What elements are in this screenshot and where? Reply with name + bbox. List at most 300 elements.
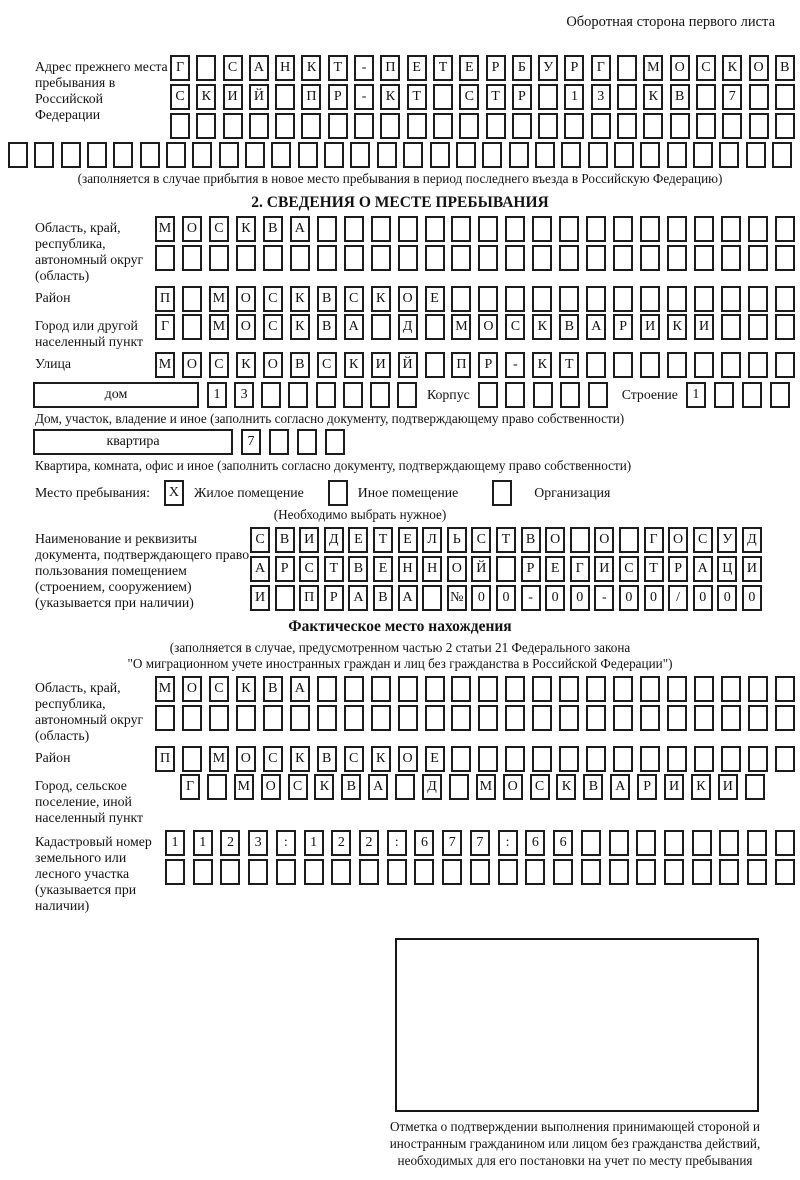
char-box (8, 142, 28, 168)
char-box: О (545, 527, 565, 553)
char-box (721, 286, 741, 312)
char-box: О (668, 527, 688, 553)
char-box (559, 705, 579, 731)
char-box: В (263, 216, 283, 242)
apartment-number-boxes (241, 429, 345, 455)
char-box (155, 245, 175, 271)
char-box: Е (545, 556, 565, 582)
char-box: А (398, 585, 418, 611)
char-box (380, 113, 400, 139)
char-box: К (556, 774, 576, 800)
char-box (614, 142, 634, 168)
char-box: И (223, 84, 243, 110)
char-box: О (478, 314, 498, 340)
char-box (696, 84, 716, 110)
char-box (721, 746, 741, 772)
actual-location-title: Фактическое место нахождения (288, 618, 512, 635)
confirmation-stamp-caption: Отметка о подтверждении выполнения принимающей стороной и иностранным гражданином или лицом без гражданства действий, необходимых для его постановки на учет по месту пребывания (389, 1119, 761, 1168)
char-box (451, 216, 471, 242)
char-box (377, 142, 397, 168)
char-box: К (380, 84, 400, 110)
char-box (586, 746, 606, 772)
char-box: С (250, 527, 270, 553)
street-boxes (155, 352, 795, 378)
char-box: - (354, 84, 374, 110)
char-box (196, 55, 216, 81)
char-box (182, 746, 202, 772)
stroenie-boxes (686, 382, 790, 408)
char-box (694, 705, 714, 731)
char-box (532, 676, 552, 702)
char-box (559, 746, 579, 772)
char-box (772, 142, 792, 168)
char-box: К (196, 84, 216, 110)
char-box (721, 352, 741, 378)
cadastral-row-1 (165, 830, 795, 856)
char-box: А (368, 774, 388, 800)
char-box: П (301, 84, 321, 110)
char-box (532, 705, 552, 731)
stay-option-other-checkbox (328, 480, 348, 506)
prev-address-note: (заполняется в случае прибытия в новое место пребывания в период последнего въезда в Российскую Федерацию) (77, 171, 723, 186)
char-box (317, 705, 337, 731)
actual-city-boxes (180, 774, 765, 800)
char-box (538, 84, 558, 110)
char-box (113, 142, 133, 168)
char-box: А (250, 556, 270, 582)
char-box: Д (422, 774, 442, 800)
char-box (249, 113, 269, 139)
stay-type-note: (Необходимо выбрать нужное) (273, 507, 447, 522)
char-box (640, 216, 660, 242)
char-box: И (718, 774, 738, 800)
char-box (721, 216, 741, 242)
char-box (667, 352, 687, 378)
char-box (505, 216, 525, 242)
char-box (617, 55, 637, 81)
char-box: Р (478, 352, 498, 378)
char-box (140, 142, 160, 168)
char-box (271, 142, 291, 168)
char-box (290, 245, 310, 271)
district-boxes (155, 286, 795, 312)
char-box: Ь (447, 527, 467, 553)
char-box (470, 859, 490, 885)
char-box (747, 859, 767, 885)
char-box: М (155, 216, 175, 242)
char-box: И (250, 585, 270, 611)
char-box (182, 245, 202, 271)
char-box (433, 113, 453, 139)
document-row-1 (250, 527, 762, 553)
char-box: В (559, 314, 579, 340)
char-box: С (471, 527, 491, 553)
char-box: К (532, 352, 552, 378)
char-box (182, 314, 202, 340)
char-box: М (155, 676, 175, 702)
char-box: Р (668, 556, 688, 582)
char-box (617, 113, 637, 139)
char-box (694, 676, 714, 702)
char-box: Е (459, 55, 479, 81)
stay-option-other-label: Иное помещение (357, 485, 459, 500)
char-box (586, 245, 606, 271)
char-box (748, 314, 768, 340)
char-box (613, 705, 633, 731)
char-box: О (182, 216, 202, 242)
char-box: К (371, 746, 391, 772)
char-box (775, 859, 795, 885)
char-box (609, 859, 629, 885)
cadastral-label: Кадастровый номер земельного или лесного участка (указывается при наличии) (35, 834, 152, 913)
char-box: О (670, 55, 690, 81)
char-box (371, 216, 391, 242)
char-box (275, 113, 295, 139)
char-box: К (691, 774, 711, 800)
char-box (301, 113, 321, 139)
char-box: : (387, 830, 407, 856)
char-box (775, 352, 795, 378)
char-box (505, 382, 525, 408)
char-box (694, 286, 714, 312)
char-box: С (619, 556, 639, 582)
char-box (407, 113, 427, 139)
region-rows (155, 216, 795, 271)
char-box (492, 480, 512, 506)
char-box: С (344, 286, 364, 312)
char-box: 7 (470, 830, 490, 856)
char-box (398, 216, 418, 242)
char-box: Е (425, 286, 445, 312)
char-box (533, 382, 553, 408)
char-box: 1 (193, 830, 213, 856)
house-note: Дом, участок, владение и иное (заполнить согласно документу, подтверждающему право собственности) (35, 411, 625, 426)
char-box: О (503, 774, 523, 800)
char-box (694, 352, 714, 378)
char-box (403, 142, 423, 168)
char-box (459, 113, 479, 139)
char-box (667, 705, 687, 731)
char-box: К (301, 55, 321, 81)
char-box: Т (559, 352, 579, 378)
char-box: И (371, 352, 391, 378)
char-box: Г (644, 527, 664, 553)
char-box: Р (324, 585, 344, 611)
char-box (775, 705, 795, 731)
char-box: Г (170, 55, 190, 81)
region-row (35, 216, 800, 284)
char-box (331, 859, 351, 885)
char-box: П (380, 55, 400, 81)
char-box (640, 245, 660, 271)
char-box (581, 859, 601, 885)
char-box (664, 830, 684, 856)
char-box (505, 245, 525, 271)
char-box: Т (407, 84, 427, 110)
char-box: С (459, 84, 479, 110)
char-box: Ц (717, 556, 737, 582)
char-box: С (209, 216, 229, 242)
char-box: Г (155, 314, 175, 340)
char-box: К (371, 286, 391, 312)
actual-location-note-1: (заполняется в случае, предусмотренном частью 2 статьи 21 Федерального закона (169, 640, 631, 655)
char-box (570, 527, 590, 553)
prev-address-rows (170, 55, 795, 139)
char-box: К (290, 314, 310, 340)
char-box: - (505, 352, 525, 378)
prev-address-row-2 (170, 84, 795, 110)
actual-region-rows (155, 676, 795, 731)
char-box (525, 859, 545, 885)
char-box (747, 830, 767, 856)
document-row-3 (250, 585, 762, 611)
char-box (636, 830, 656, 856)
char-box (505, 746, 525, 772)
char-box: 7 (241, 429, 261, 455)
char-box (535, 142, 555, 168)
char-box (442, 859, 462, 885)
char-box (220, 859, 240, 885)
char-box: С (209, 676, 229, 702)
char-box (609, 830, 629, 856)
char-box (236, 245, 256, 271)
char-box (317, 676, 337, 702)
char-box: М (155, 352, 175, 378)
char-box: Н (422, 556, 442, 582)
char-box (748, 216, 768, 242)
apartment-row (35, 429, 800, 455)
char-box: Г (570, 556, 590, 582)
char-box (613, 245, 633, 271)
char-box: М (234, 774, 254, 800)
char-box (209, 245, 229, 271)
char-box: В (317, 286, 337, 312)
char-box: И (640, 314, 660, 340)
char-box: 6 (553, 830, 573, 856)
char-box: В (373, 585, 393, 611)
char-box (209, 705, 229, 731)
char-box (344, 216, 364, 242)
street-label: Улица (35, 356, 71, 371)
char-box (87, 142, 107, 168)
char-box (478, 746, 498, 772)
actual-region-row-2 (155, 705, 795, 731)
char-box: 3 (591, 84, 611, 110)
char-box: 7 (442, 830, 462, 856)
char-box: Р (512, 84, 532, 110)
char-box (719, 142, 739, 168)
char-box: 2 (220, 830, 240, 856)
char-box (749, 84, 769, 110)
char-box: : (498, 830, 518, 856)
char-box: С (223, 55, 243, 81)
char-box (775, 314, 795, 340)
char-box: Т (496, 527, 516, 553)
char-box (387, 859, 407, 885)
char-box (664, 859, 684, 885)
char-box: О (263, 352, 283, 378)
char-box (613, 286, 633, 312)
char-box (559, 286, 579, 312)
char-box (692, 830, 712, 856)
char-box: С (209, 352, 229, 378)
char-box (694, 746, 714, 772)
char-box: 6 (414, 830, 434, 856)
char-box (553, 859, 573, 885)
district-label: Район (35, 290, 71, 305)
char-box (770, 382, 790, 408)
char-box (371, 245, 391, 271)
char-box: 0 (693, 585, 713, 611)
char-box: К (667, 314, 687, 340)
char-box: В (521, 527, 541, 553)
char-box: Е (373, 556, 393, 582)
char-box: Т (324, 556, 344, 582)
char-box: 0 (717, 585, 737, 611)
char-box: В (670, 84, 690, 110)
char-box (398, 245, 418, 271)
stay-option-organization-label: Организация (534, 485, 611, 500)
char-box: С (263, 746, 283, 772)
char-box: У (717, 527, 737, 553)
char-box (775, 113, 795, 139)
char-box: О (236, 286, 256, 312)
char-box (640, 352, 660, 378)
char-box: 0 (545, 585, 565, 611)
char-box (192, 142, 212, 168)
char-box: - (594, 585, 614, 611)
actual-city-label: Город, сельское поселение, иной населенный пункт (35, 778, 144, 825)
char-box (586, 352, 606, 378)
document-rows (250, 527, 762, 611)
char-box: И (742, 556, 762, 582)
char-box: М (209, 746, 229, 772)
region-row-1 (155, 216, 795, 242)
char-box (451, 746, 471, 772)
char-box (398, 676, 418, 702)
char-box: 1 (165, 830, 185, 856)
char-box: Т (373, 527, 393, 553)
house-number-boxes (207, 382, 417, 408)
char-box (354, 113, 374, 139)
char-box: А (693, 556, 713, 582)
district-row (35, 286, 800, 312)
char-box (275, 585, 295, 611)
char-box (617, 84, 637, 110)
char-box: М (451, 314, 471, 340)
prev-address-block (35, 55, 800, 139)
char-box (775, 286, 795, 312)
house-row (35, 382, 800, 408)
char-box (478, 676, 498, 702)
char-box (560, 382, 580, 408)
char-box (532, 746, 552, 772)
region-label: Область, край, республика, автономный округ (область) (35, 220, 144, 283)
char-box (182, 286, 202, 312)
char-box (775, 746, 795, 772)
char-box: К (314, 774, 334, 800)
char-box: А (344, 314, 364, 340)
char-box (371, 705, 391, 731)
char-box (496, 556, 516, 582)
char-box: Т (486, 84, 506, 110)
char-box (721, 676, 741, 702)
char-box (328, 113, 348, 139)
char-box (275, 84, 295, 110)
char-box (613, 216, 633, 242)
char-box (248, 859, 268, 885)
stroenie-label: Строение (621, 387, 678, 402)
char-box: Р (564, 55, 584, 81)
char-box: 1 (304, 830, 324, 856)
actual-location-note-2: "О миграционном учете иностранных граждан и лиц без гражданства в Российской Федерации") (127, 656, 673, 671)
char-box (498, 859, 518, 885)
actual-region-row (35, 676, 800, 744)
char-box (775, 84, 795, 110)
page-side-note: Оборотная сторона первого листа (566, 14, 775, 30)
char-box: Г (591, 55, 611, 81)
char-box (269, 429, 289, 455)
char-box (696, 113, 716, 139)
char-box: / (668, 585, 688, 611)
city-label: Город или другой населенный пункт (35, 318, 144, 349)
char-box (371, 314, 391, 340)
char-box: С (288, 774, 308, 800)
char-box (207, 774, 227, 800)
char-box: К (236, 352, 256, 378)
char-box: К (643, 84, 663, 110)
char-box (182, 705, 202, 731)
char-box (775, 245, 795, 271)
char-box (359, 859, 379, 885)
char-box: А (290, 216, 310, 242)
stay-option-residential-checkbox (164, 480, 184, 506)
prev-address-row-1 (170, 55, 795, 81)
char-box (236, 705, 256, 731)
confirmation-stamp-box (395, 938, 759, 1112)
stay-type-row (35, 480, 800, 506)
cadastral-rows (165, 830, 795, 885)
char-box: А (586, 314, 606, 340)
char-box (425, 705, 445, 731)
char-box (325, 429, 345, 455)
char-box: М (476, 774, 496, 800)
char-box: 0 (570, 585, 590, 611)
char-box: 6 (525, 830, 545, 856)
stay-option-organization-checkbox (492, 480, 512, 506)
char-box (722, 113, 742, 139)
char-box (223, 113, 243, 139)
char-box (425, 216, 445, 242)
char-box: К (722, 55, 742, 81)
char-box: Р (521, 556, 541, 582)
char-box: С (505, 314, 525, 340)
char-box (344, 245, 364, 271)
char-box: И (664, 774, 684, 800)
char-box (449, 774, 469, 800)
char-box (591, 113, 611, 139)
char-box: О (236, 746, 256, 772)
char-box (692, 859, 712, 885)
char-box (430, 142, 450, 168)
char-box (586, 676, 606, 702)
char-box (643, 113, 663, 139)
char-box (456, 142, 476, 168)
char-box (670, 113, 690, 139)
stay-option-residential-label: Жилое помещение (193, 485, 304, 500)
char-box (343, 382, 363, 408)
char-box: Д (324, 527, 344, 553)
